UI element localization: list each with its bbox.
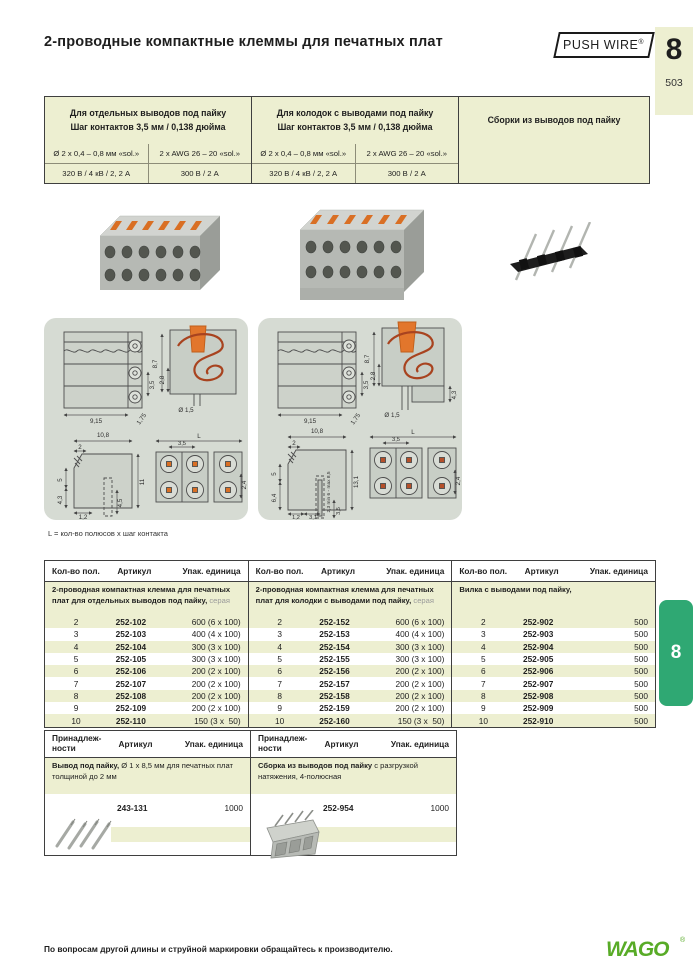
catalog-rows <box>45 616 248 727</box>
poles-cell: 10 <box>275 715 285 726</box>
pack-cell: 300 (3 x 100) <box>191 654 241 665</box>
accessory-photo-pin-assembly <box>255 810 321 860</box>
catalog-header-row: Кол-во пол. Артикул Упак. единица <box>45 561 248 582</box>
pack-cell: 500 <box>634 703 649 714</box>
tech-drawing-single-pins <box>44 318 248 520</box>
spec-col-header-blocks <box>251 97 458 183</box>
poles-cell: 3 <box>73 629 79 640</box>
poles-cell: 7 <box>277 678 282 689</box>
dim-label: 4,3 <box>451 390 458 400</box>
dim-label: 5 <box>57 478 64 482</box>
poles-cell: 3 <box>277 629 282 640</box>
dim-label: Ø 1,5 <box>384 412 400 419</box>
dim-label: 3,5 <box>391 437 401 443</box>
dim-label: 4,5 <box>117 498 124 508</box>
catalog-rows <box>249 616 452 727</box>
poles-cell: 9 <box>73 703 79 714</box>
poles-cell: 3 <box>481 629 486 640</box>
accessory-qty: 1000 <box>224 803 243 813</box>
product-photo-pin-strip <box>500 222 600 294</box>
catalog-header-row: Кол-во пол. Артикул Упак. единица <box>249 561 452 582</box>
accessory-article: 252-954 <box>323 803 354 813</box>
article-cell: 252-910 <box>522 715 554 726</box>
article-cell: 252-906 <box>522 666 554 677</box>
accessory-col-pin-assembly <box>250 731 456 855</box>
page-title: 2-проводные компактные клеммы для печатных плат <box>44 34 443 50</box>
pack-cell: 200 (2 x 100) <box>395 690 445 701</box>
pack-cell: 200 (2 x 100) <box>395 678 445 689</box>
dim-label: 2,4 <box>241 480 248 490</box>
poles-cell: 10 <box>478 715 488 726</box>
dim-label: 2,4 <box>455 476 462 486</box>
row-stripe <box>317 827 456 842</box>
catalog-rows <box>452 616 655 727</box>
poles-cell: 5 <box>73 654 79 665</box>
dim-label: 10,8 <box>96 432 110 439</box>
dim-label: 10,8 <box>310 428 324 435</box>
dim-label: 1,75 <box>349 412 363 427</box>
table-row <box>452 702 655 714</box>
pack-cell: 200 (2 x 100) <box>191 678 241 689</box>
table-row <box>452 677 655 689</box>
table-row <box>452 714 655 726</box>
pack-cell: 150 (3 x 50) <box>194 715 241 726</box>
push-wire-label: PUSH WIRE® <box>563 38 645 52</box>
push-wire-badge <box>553 32 655 58</box>
tech-drawing-svg <box>258 318 462 520</box>
accessory-section-title: Сборка из выводов под пайку с разгрузкой натяжения, 4-полюсная <box>251 758 456 794</box>
dim-label: L <box>411 429 415 436</box>
poles-cell: 4 <box>481 641 486 652</box>
dim-label: 1,2 <box>292 515 300 520</box>
poles-cell: 6 <box>277 666 282 677</box>
pack-cell: 300 (3 x 100) <box>395 654 445 665</box>
dim-label: 8,7 <box>152 359 159 369</box>
table-row <box>452 641 655 653</box>
tech-drawing-header-blocks <box>258 318 462 520</box>
table-row <box>249 616 452 628</box>
dim-label: 6,4 <box>271 493 278 503</box>
accessory-header-row: Принадлеж- ности Артикул Упак. единица <box>251 731 456 758</box>
table-row <box>452 690 655 702</box>
table-row <box>45 677 248 689</box>
poles-cell: 6 <box>73 666 79 677</box>
poles-cell: 5 <box>277 654 282 665</box>
article-cell: 252-907 <box>522 678 554 689</box>
poles-cell: 8 <box>481 690 486 701</box>
article-cell: 252-159 <box>319 703 350 714</box>
poles-cell: 5 <box>481 654 486 665</box>
catalog-section-title: Вилка с выводами под пайку, <box>452 582 655 616</box>
pack-cell: 200 (2 x 100) <box>395 703 445 714</box>
pack-cell: 600 (6 x 100) <box>191 617 241 628</box>
table-row <box>249 628 452 640</box>
table-row <box>249 677 452 689</box>
dim-label: 13,1 <box>353 475 360 489</box>
catalog-table <box>44 560 656 728</box>
dim-label: 1,75 <box>135 412 149 427</box>
article-cell: 252-110 <box>115 715 146 726</box>
accessory-photo-solder-pins <box>49 810 113 852</box>
row-stripe <box>111 827 250 842</box>
poles-cell: 10 <box>71 715 81 726</box>
registered-mark: ® <box>638 38 645 46</box>
spec-subcells <box>252 144 458 183</box>
poles-cell: 2 <box>277 617 282 628</box>
table-row <box>45 653 248 665</box>
article-cell: 252-102 <box>115 617 147 628</box>
dim-label: 2 <box>292 440 296 447</box>
chapter-box <box>655 27 693 115</box>
pack-cell: 500 <box>634 617 649 628</box>
table-row <box>249 665 452 677</box>
poles-cell: 4 <box>73 641 79 652</box>
dim-label: 3,5 <box>336 507 342 515</box>
table-row <box>249 714 452 726</box>
pack-cell: 500 <box>634 678 649 689</box>
table-row <box>45 714 248 726</box>
poles-cell: 9 <box>481 703 486 714</box>
poles-cell: 8 <box>277 690 282 701</box>
article-cell: 252-153 <box>319 629 350 640</box>
table-row <box>249 641 452 653</box>
poles-cell: 4 <box>277 641 282 652</box>
spec-col-single-pins <box>45 97 251 183</box>
dim-label: 9,15 <box>89 418 103 425</box>
table-row <box>45 665 248 677</box>
dim-label: 3,5 <box>149 380 156 390</box>
pack-cell: 200 (2 x 100) <box>191 690 241 701</box>
accessory-header-row: Принадлеж- ности Артикул Упак. единица <box>45 731 250 758</box>
pack-cell: 150 (3 x 50) <box>397 715 445 726</box>
article-cell: 252-160 <box>319 715 350 726</box>
pack-cell: 200 (2 x 100) <box>191 703 241 714</box>
chapter-number: 8 <box>665 33 683 66</box>
diagram-caption: L = кол-во полюсов x шаг контакта <box>48 529 168 538</box>
article-cell: 252-155 <box>319 654 350 665</box>
dim-label: 4,3 <box>57 495 64 505</box>
table-row <box>45 628 248 640</box>
spec-cell-mm: Ø 2 x 0,4 – 0,8 мм «sol.» 320 В / 4 кВ / 2, 2 А <box>252 144 355 183</box>
dim-label: L <box>197 433 201 440</box>
spec-col-assemblies <box>458 97 649 183</box>
dim-label: Ø 1,5 <box>178 407 194 414</box>
table-row <box>249 702 452 714</box>
table-row <box>452 665 655 677</box>
dim-label: 2,8 <box>370 371 377 381</box>
article-cell: 252-909 <box>522 703 554 714</box>
catalog-col-plugs <box>451 561 655 727</box>
table-row <box>45 702 248 714</box>
dim-label: 2 <box>78 444 82 451</box>
spec-table <box>44 96 650 184</box>
poles-cell: 7 <box>73 678 79 689</box>
accessory-col-solder-pin <box>45 731 250 855</box>
article-cell: 252-903 <box>522 629 554 640</box>
dim-label: 1,2 <box>78 514 88 520</box>
table-row <box>452 616 655 628</box>
article-cell: 252-154 <box>319 641 350 652</box>
pack-cell: 200 (2 x 100) <box>395 666 445 677</box>
spec-cell-mm: Ø 2 x 0,4 – 0,8 мм «sol.» 320 В / 4 кВ / 2, 2 А <box>45 144 148 183</box>
accessory-qty: 1000 <box>430 803 449 813</box>
catalog-col-single-pins <box>45 561 248 727</box>
tech-drawing-svg <box>44 318 248 520</box>
accessory-body <box>251 794 456 855</box>
spec-cell-awg: 2 x AWG 26 – 20 «sol.» 300 В / 2 А <box>355 144 459 183</box>
table-row <box>45 616 248 628</box>
pack-cell: 600 (6 x 100) <box>395 617 445 628</box>
product-photo-terminal-block-header <box>286 196 440 312</box>
catalog-header-row: Кол-во пол. Артикул Упак. единица <box>452 561 655 582</box>
article-cell: 252-108 <box>115 690 147 701</box>
dim-label: 3,5 <box>363 380 370 390</box>
article-cell: 252-107 <box>115 678 147 689</box>
spec-title: Для колодок с выводами под пайку Шаг контактов 3,5 мм / 0,138 дюйма <box>276 107 434 132</box>
poles-cell: 9 <box>277 703 282 714</box>
wago-logo-reg: ® <box>680 937 686 944</box>
pack-cell: 500 <box>634 715 649 726</box>
spec-title: Сборки из выводов под пайку <box>487 114 621 125</box>
article-cell: 252-106 <box>115 666 147 677</box>
pack-cell: 500 <box>634 654 649 665</box>
accessory-body <box>45 794 250 855</box>
article-cell: 252-904 <box>522 641 554 652</box>
catalog-section-title: 2-проводная компактная клемма для печатных плат для колодки с выводами под пайку, серая <box>249 582 452 616</box>
table-row <box>249 690 452 702</box>
page-number: 503 <box>665 77 683 89</box>
wago-logo-text: WAGO <box>606 938 669 961</box>
article-cell: 252-902 <box>522 617 554 628</box>
spec-title: Для отдельных выводов под пайку Шаг контактов 3,5 мм / 0,138 дюйма <box>69 107 227 132</box>
article-cell: 252-152 <box>319 617 350 628</box>
product-photo-terminal-block <box>86 200 238 308</box>
poles-cell: 2 <box>481 617 486 628</box>
article-cell: 252-156 <box>319 666 350 677</box>
chapter-side-tab: 8 <box>659 600 693 706</box>
pack-cell: 500 <box>634 629 649 640</box>
dim-label: 3,5 <box>177 441 187 447</box>
dim-label: 2,3 min 6 - max 8,5 <box>327 471 332 513</box>
article-cell: 252-908 <box>522 690 554 701</box>
article-cell: 252-103 <box>115 629 147 640</box>
accessory-section-title: Вывод под пайку, Ø 1 x 8,5 мм для печатных плат толщиной до 2 мм <box>45 758 250 794</box>
poles-cell: 6 <box>481 666 486 677</box>
table-row <box>45 690 248 702</box>
footer-note: По вопросам другой длины и струйной маркировки обращайтесь к производителю. <box>44 944 393 954</box>
pack-cell: 200 (2 x 100) <box>191 666 241 677</box>
dim-label: 8,7 <box>364 354 371 364</box>
poles-cell: 2 <box>73 617 79 628</box>
table-row <box>249 653 452 665</box>
pack-cell: 400 (4 x 100) <box>395 629 445 640</box>
table-row <box>45 641 248 653</box>
article-cell: 252-157 <box>319 678 350 689</box>
dim-label: 11 <box>139 478 146 486</box>
dim-label: 2,8 <box>159 375 166 385</box>
pack-cell: 300 (3 x 100) <box>395 641 445 652</box>
spec-subcells <box>45 144 251 183</box>
table-row <box>452 628 655 640</box>
dim-label: 3,1 <box>309 515 317 520</box>
poles-cell: 7 <box>481 678 486 689</box>
pack-cell: 300 (3 x 100) <box>191 641 241 652</box>
article-cell: 252-104 <box>115 641 147 652</box>
pack-cell: 500 <box>634 666 649 677</box>
pack-cell: 500 <box>634 690 649 701</box>
article-cell: 252-158 <box>319 690 350 701</box>
pack-cell: 400 (4 x 100) <box>191 629 241 640</box>
article-cell: 252-105 <box>115 654 147 665</box>
accessories-table <box>44 730 457 856</box>
pack-cell: 500 <box>634 641 649 652</box>
poles-cell: 8 <box>73 690 79 701</box>
dim-label: 9,15 <box>303 418 317 425</box>
wago-logo <box>604 932 692 964</box>
table-row <box>452 653 655 665</box>
spec-cell-awg: 2 x AWG 26 – 20 «sol.» 300 В / 2 А <box>148 144 252 183</box>
article-cell: 252-905 <box>522 654 554 665</box>
article-cell: 252-109 <box>115 703 147 714</box>
catalog-section-title: 2-проводная компактная клемма для печатных плат для отдельных выводов под пайку, серая <box>45 582 248 616</box>
accessory-article: 243-131 <box>117 803 148 813</box>
dim-label: 5 <box>271 472 278 476</box>
catalog-col-header-blocks <box>248 561 452 727</box>
